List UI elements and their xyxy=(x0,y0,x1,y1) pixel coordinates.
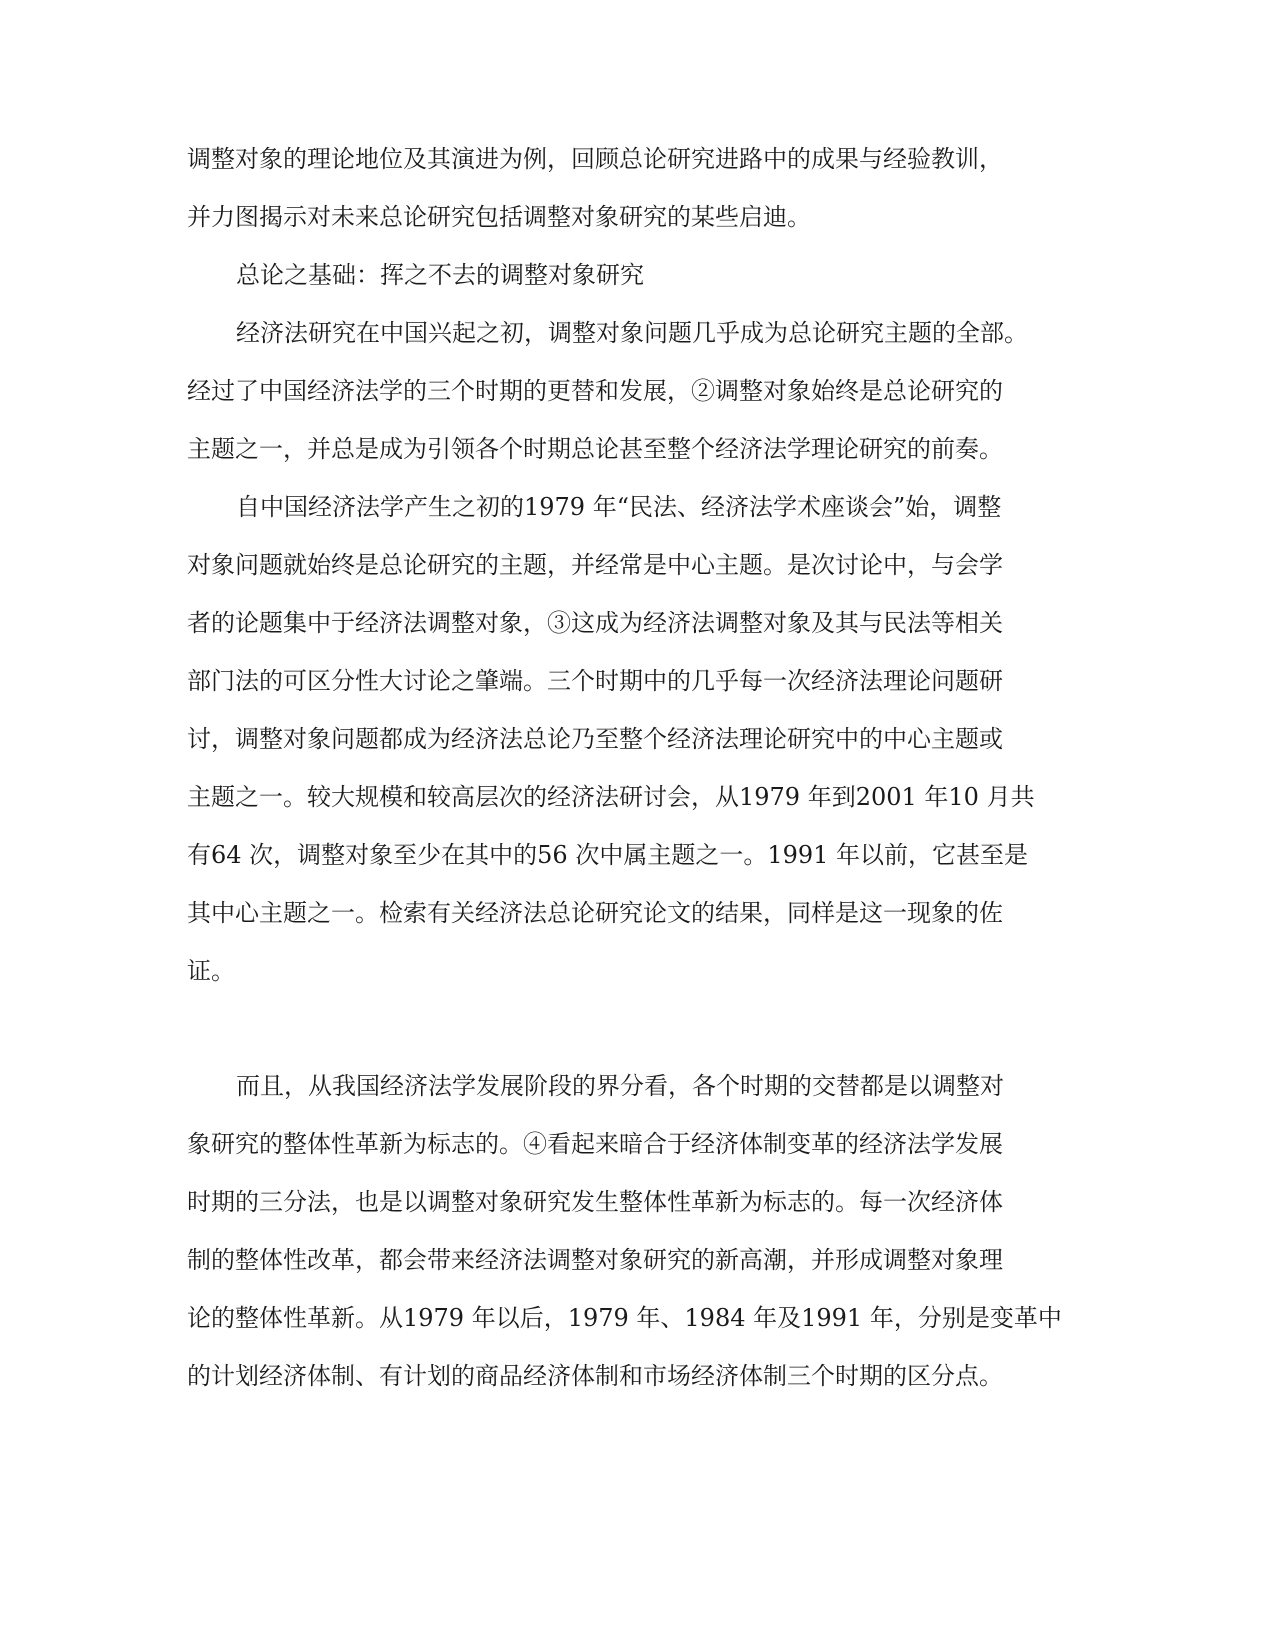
text-line: 的计划经济体制、有计划的商品经济体制和市场经济体制三个时期的区分点。 xyxy=(187,1362,1003,1390)
text-line: 并力图揭示对未来总论研究包括调整对象研究的某些启迪。 xyxy=(187,203,811,231)
text-line: 制的整体性改革，都会带来经济法调整对象研究的新高潮，并形成调整对象理 xyxy=(187,1246,1003,1274)
text-line: 有64 次，调整对象至少在其中的56 次中属主题之一。1991 年以前，它甚至是 xyxy=(187,841,1029,869)
text-line: 讨，调整对象问题都成为经济法总论乃至整个经济法理论研究中的中心主题或 xyxy=(187,725,1003,753)
text-line: 者的论题集中于经济法调整对象，③这成为经济法调整对象及其与民法等相关 xyxy=(187,609,1003,637)
text-line: 其中心主题之一。检索有关经济法总论研究论文的结果，同样是这一现象的佐 xyxy=(187,899,1003,927)
text-line: 主题之一，并总是成为引领各个时期总论甚至整个经济法学理论研究的前奏。 xyxy=(187,435,1003,463)
text-line: 经过了中国经济法学的三个时期的更替和发展，②调整对象始终是总论研究的 xyxy=(187,377,1003,405)
text-line: 部门法的可区分性大讨论之肇端。三个时期中的几乎每一次经济法理论问题研 xyxy=(187,667,1003,695)
text-line: 主题之一。较大规模和较高层次的经济法研讨会，从1979 年到2001 年10 月共 xyxy=(187,783,1035,811)
text-line: 证。 xyxy=(187,957,235,985)
text-line: 象研究的整体性革新为标志的。④看起来暗合于经济体制变革的经济法学发展 xyxy=(187,1130,1003,1158)
text-line: 而且，从我国经济法学发展阶段的界分看，各个时期的交替都是以调整对 xyxy=(236,1072,1004,1100)
text-line: 论的整体性革新。从1979 年以后，1979 年、1984 年及1991 年，分别是变革中 xyxy=(187,1304,1062,1332)
text-line: 经济法研究在中国兴起之初，调整对象问题几乎成为总论研究主题的全部。 xyxy=(236,319,1028,347)
text-line: 时期的三分法，也是以调整对象研究发生整体性革新为标志的。每一次经济体 xyxy=(187,1188,1003,1216)
text-line: 对象问题就始终是总论研究的主题，并经常是中心主题。是次讨论中，与会学 xyxy=(187,551,1003,579)
section-heading: 总论之基础：挥之不去的调整对象研究 xyxy=(236,261,644,289)
text-line: 自中国经济法学产生之初的1979 年“民法、经济法学术座谈会”始，调整 xyxy=(236,493,1002,521)
text-line: 调整对象的理论地位及其演进为例，回顾总论研究进路中的成果与经验教训， xyxy=(187,145,1003,173)
